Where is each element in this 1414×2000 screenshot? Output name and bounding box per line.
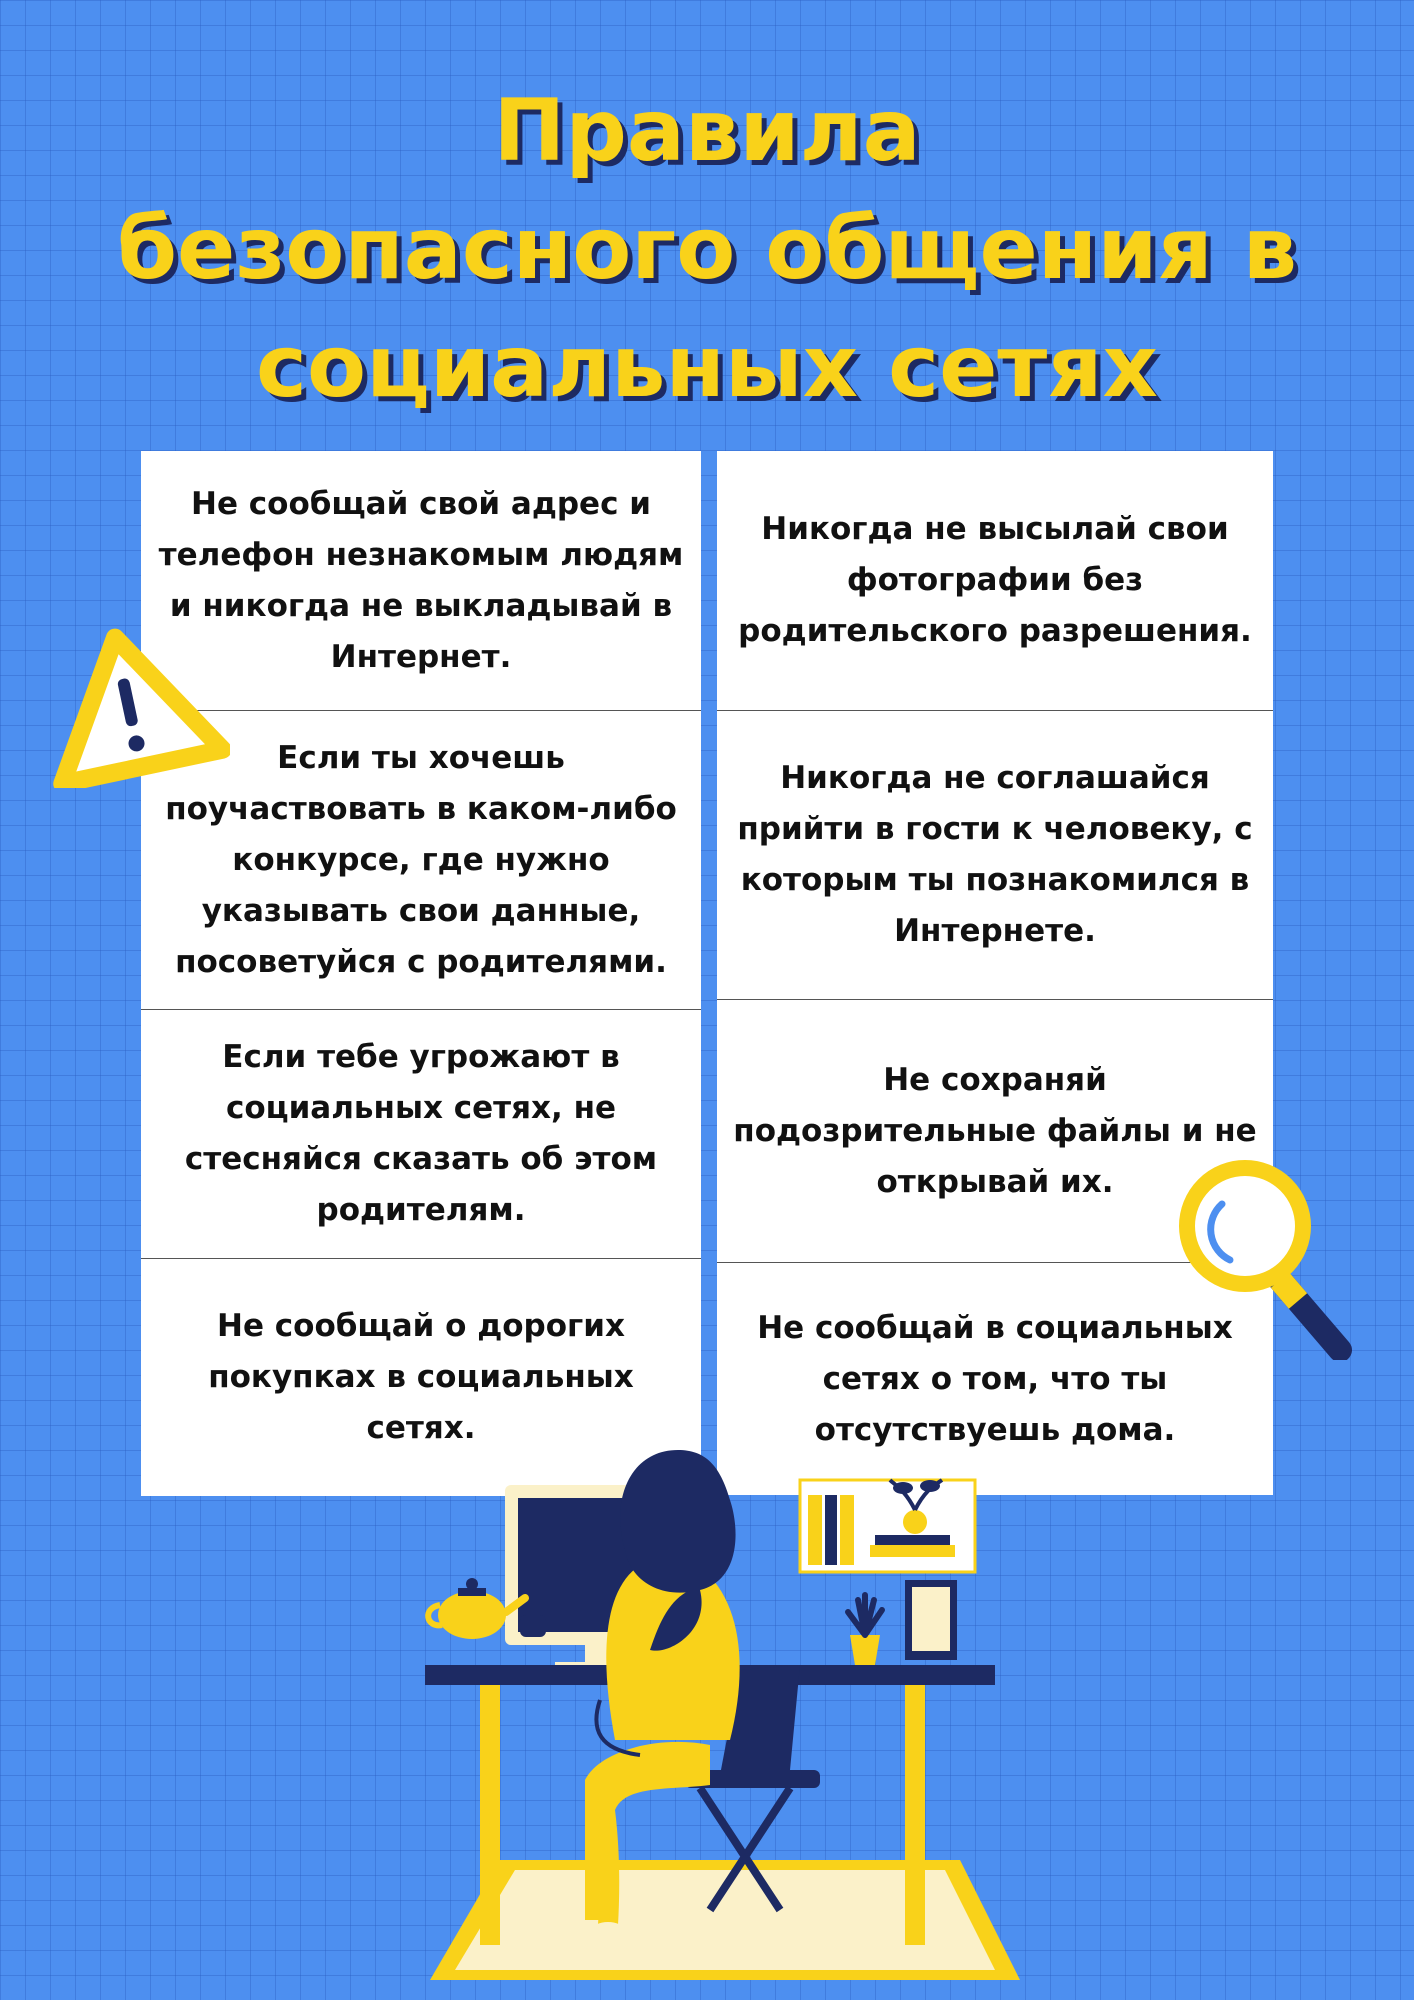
- warning-triangle-icon: [30, 618, 230, 788]
- title-line-3: социальных сетях: [256, 317, 1158, 417]
- rule-text: Не сообщай свой адрес и телефон незнакомым людям и никогда не выкладывай в Интернет.: [158, 485, 684, 675]
- girl-at-computer-illustration: [360, 1440, 1060, 2000]
- divider: [141, 1009, 701, 1010]
- rule-card-right-1: [717, 451, 1273, 710]
- title-line-1: Правила: [493, 81, 921, 181]
- rule-text: Если тебе угрожают в социальных сетях, не стесняйся сказать об этом родителям.: [184, 1039, 658, 1228]
- page-title: [0, 72, 1414, 426]
- rule-text: Не сообщай о дорогих покупках в социальных сетях.: [208, 1308, 634, 1446]
- divider: [717, 999, 1273, 1000]
- rule-text: Не сообщай в социальных сетях о том, что ты отсутствуешь дома.: [757, 1309, 1233, 1448]
- divider: [717, 710, 1273, 711]
- rule-text: Если ты хочешь поучаствовать в каком-либо конкурсе, где нужно указывать свои данные, посоветуйся с родителями.: [165, 739, 677, 980]
- rule-text: Никогда не высылай свои фотографии без родительского разрешения.: [738, 511, 1252, 649]
- rug: [430, 1860, 1020, 1980]
- rule-text: Никогда не соглашайся прийти в гости к человеку, с которым ты познакомился в Интернете.: [737, 760, 1253, 949]
- rule-card-right-2: [717, 711, 1273, 999]
- title-line-2: безопасного общения в: [116, 199, 1298, 299]
- rule-card-left-3: [141, 1010, 701, 1258]
- rule-text: Не сохраняй подозрительные файлы и не открывай их.: [733, 1061, 1257, 1200]
- magnifier-icon: [1170, 1160, 1360, 1360]
- divider: [141, 1258, 701, 1259]
